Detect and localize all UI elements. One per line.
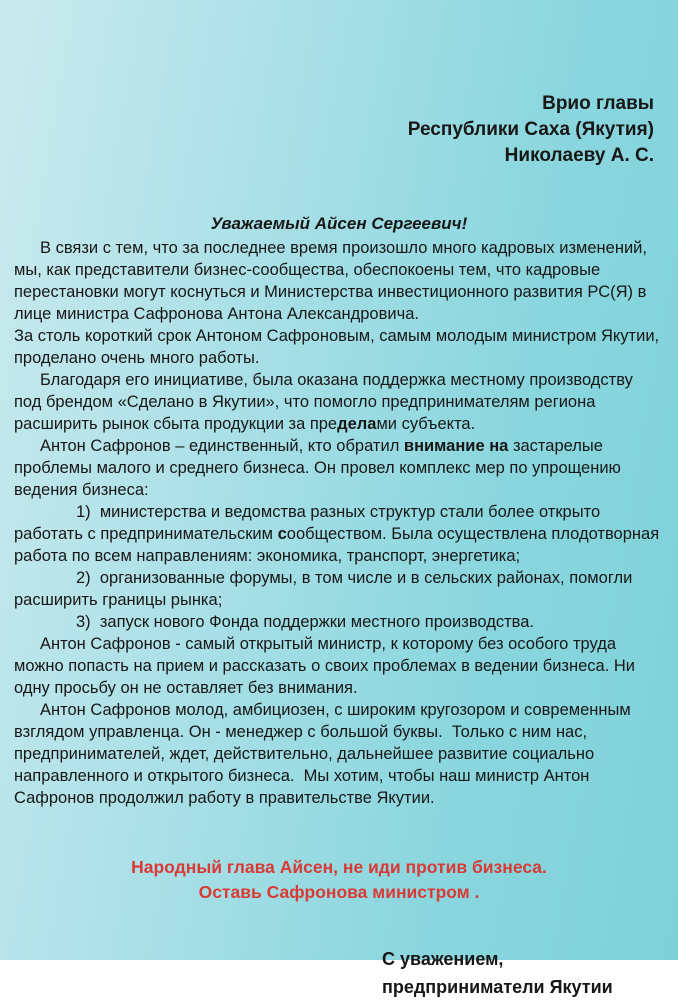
text-segment: 3) запуск нового Фонда поддержки местного производства.: [76, 613, 535, 631]
text-segment: За столь короткий срок Антоном Сафроновым, самым молодым министром Якутии, проделано очень много работы.: [14, 327, 660, 367]
text-segment: 1) министерства и ведомства разных структур стали более открыто работать с предпринимательским: [14, 503, 601, 543]
addressee-line: Николаеву А. С.: [504, 145, 654, 166]
text-segment: Антон Сафронов - самый открытый министр, к которому без особого труда можно попасть на прием и рассказать о своих проблемах в ведении бизнеса. Ни одну просьбу он не оставляет без внимания.: [14, 635, 636, 697]
slogan-line: Народный глава Айсен, не иди против бизнеса.: [131, 857, 547, 877]
text-segment: 2) организованные форумы, в том числе и в сельских районах, помогли расширить границы рынка;: [14, 569, 633, 609]
body-paragraph: [14, 633, 664, 699]
body-paragraph: [14, 501, 664, 567]
bold-text-segment: c: [277, 525, 287, 543]
body-paragraph: [14, 237, 664, 325]
body-paragraph: [14, 325, 664, 369]
text-segment: Благодаря его инициативе, была оказана поддержка местному производству под брендом «Сделано в Якутии», что помогло предпринимателям региона расширить рынок сбыта продукции за пре: [14, 371, 633, 433]
slogan-line: Оставь Сафронова министром .: [198, 882, 480, 902]
text-segment: ообществом. Была осуществлена плодотворная работа по всем направлениям: экономика, транспорт, энергетика;: [14, 525, 660, 565]
addressee-line: Врио главы: [542, 93, 654, 114]
text-segment: Антон Сафронов молод, амбициозен, с широким кругозором и современным взглядом управленца. Он - менеджер с большой буквы. Только с ним нас, предпринимателей, ждет, действительно, дальнейшее развитие социально направленного и открытого бизнеса. Мы хотим, чтобы наш министр Антон Сафронов продолжил работу в правительстве Якутии.: [14, 701, 631, 807]
body-paragraph: [14, 611, 664, 633]
signature-line: С уважением,: [382, 949, 504, 969]
bold-text-segment: дела: [337, 415, 377, 433]
salutation: Уважаемый Айсен Сергеевич!: [210, 214, 468, 233]
text-segment: Антон Сафронов – единственный, кто обратил: [40, 437, 404, 455]
signature-block: [0, 945, 678, 1001]
text-segment: застарелые проблемы малого и среднего бизнеса. Он провел комплекс мер по упрощению ведения бизнеса:: [14, 437, 621, 499]
body-paragraph: [14, 567, 664, 611]
text-segment: ми субъекта.: [376, 415, 476, 433]
bold-text-segment: внимание на: [403, 437, 509, 455]
addressee-block: [0, 0, 678, 169]
letter-body: [0, 237, 678, 809]
body-paragraph: [14, 699, 664, 809]
signature-line: предприниматели Якутии: [382, 977, 613, 997]
addressee-line: Республики Саха (Якутия): [407, 119, 654, 140]
body-paragraph: [14, 369, 664, 435]
text-segment: В связи с тем, что за последнее время произошло много кадровых изменений, мы, как представители бизнес-сообщества, обеспокоены тем, что кадровые перестановки могут коснуться и Министерства инвестиционного развития РС(Я) в лице министра Сафронова Антона Александровича.: [14, 239, 647, 323]
slogan-block: [0, 855, 678, 905]
body-paragraph: [14, 435, 664, 501]
